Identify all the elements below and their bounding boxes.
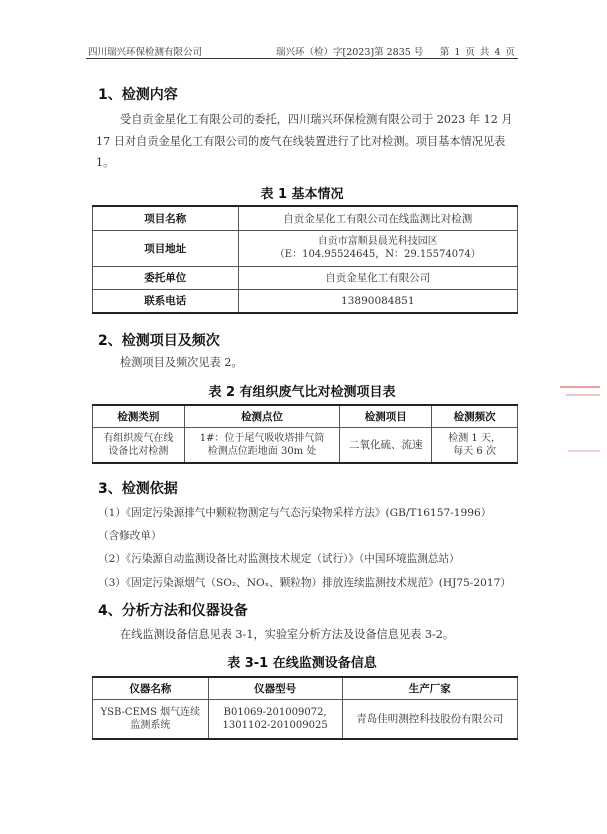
section-1-text: 受自贡金星化工有限公司的委托，四川瑞兴环保检测有限公司于 2023 年 12 月 17 日对自贡金星化工有限公司的废气在线装置进行了比对检测。项目基本情况见表 1。 (96, 113, 513, 169)
detection-items-table (92, 404, 518, 464)
basic-info-table (92, 205, 518, 314)
model-line-1: B01069-201009072, (223, 706, 327, 718)
header-item: 检测项目 (340, 405, 432, 427)
header-frequency: 检测频次 (432, 405, 518, 427)
table-row (93, 699, 518, 739)
table-row (93, 230, 518, 266)
frequency-line-2: 每天 6 次 (453, 445, 496, 457)
address-line: 自贡市富顺县晨光科技园区 (317, 236, 438, 247)
table-2-caption: 表 2 有组织废气比对检测项目表 (208, 385, 396, 400)
cell-instrument-name (93, 699, 209, 739)
row-value: 13890084851 (238, 289, 517, 313)
section-4-text: 在线监测设备信息见表 3-1，实验室分析方法及设备信息见表 3-2。 (120, 628, 455, 641)
coordinates-line: （E：104.95524645，N：29.15574074） (274, 249, 481, 260)
cell-items: 二氧化硫、流速 (340, 427, 432, 463)
cell-manufacturer: 青岛佳明测控科技股份有限公司 (342, 699, 518, 739)
frequency-line-1: 检测 1 天， (448, 432, 501, 444)
cell-point (184, 427, 340, 463)
reference-3: （3）《固定污染源烟气（SO₂、NOₓ、颗粒物）排放连续监测技术规范》(HJ75-2017） (98, 577, 511, 589)
row-value (238, 230, 517, 266)
online-equipment-table (92, 676, 518, 740)
header-page-number: 第 1 页 共 4 页 (439, 47, 516, 58)
header-instrument-name: 仪器名称 (93, 677, 209, 699)
table-3-1-caption: 表 3-1 在线监测设备信息 (227, 656, 377, 671)
row-label: 项目名称 (93, 206, 239, 230)
table-1-caption: 表 1 基本情况 (260, 187, 344, 202)
header-point: 检测点位 (184, 405, 340, 427)
table-row (93, 206, 518, 230)
section-2-text: 检测项目及频次见表 2。 (120, 356, 243, 369)
table-row (93, 266, 518, 289)
header-instrument-model: 仪器型号 (208, 677, 342, 699)
category-line-2: 设备比对检测 (108, 445, 169, 457)
header-company: 四川瑞兴环保检测有限公司 (88, 47, 203, 58)
table-header-row (93, 405, 518, 427)
category-line-1: 有组织废气在线 (103, 432, 174, 444)
section-3-title: 3、检测依据 (98, 481, 178, 497)
row-value: 自贡金星化工有限公司在线监测比对检测 (238, 206, 517, 230)
cell-category (93, 427, 185, 463)
point-line-2: 检测点位距地面 30m 处 (207, 445, 317, 457)
seal-mark (568, 450, 600, 452)
row-label: 项目地址 (93, 230, 239, 266)
reference-1-note: （含修改单） (98, 530, 162, 542)
seal-mark (566, 394, 600, 396)
cell-frequency (432, 427, 518, 463)
row-label: 委托单位 (93, 266, 239, 289)
row-value: 自贡金星化工有限公司 (238, 266, 517, 289)
header-report-number: 瑞兴环（检）字[2023]第 2835 号 (276, 47, 424, 58)
section-4-title: 4、分析方法和仪器设备 (98, 603, 248, 619)
table-row (93, 289, 518, 313)
header-manufacturer: 生产厂家 (342, 677, 518, 699)
section-2-title: 2、检测项目及频次 (98, 333, 220, 349)
table-row (93, 427, 518, 463)
seal-mark (560, 386, 600, 388)
cell-instrument-model (208, 699, 342, 739)
point-line-1: 1#：位于尾气吸收塔排气筒 (199, 432, 325, 444)
model-line-2: 1301102-201009025 (222, 719, 328, 731)
reference-2: （2）《污染源自动监测设备比对监测技术规定（试行）》（中国环境监测总站） (98, 553, 460, 565)
name-line-2: 监测系统 (130, 719, 171, 731)
name-line-1: YSB-CEMS 烟气连续 (100, 706, 201, 718)
page-header (86, 44, 518, 59)
header-category: 检测类别 (93, 405, 185, 427)
reference-1: （1）《固定污染源排气中颗粒物测定与气态污染物采样方法》(GB/T16157-1996） (98, 507, 492, 519)
section-1-title: 1、检测内容 (98, 87, 178, 103)
row-label: 联系电话 (93, 289, 239, 313)
table-header-row (93, 677, 518, 699)
